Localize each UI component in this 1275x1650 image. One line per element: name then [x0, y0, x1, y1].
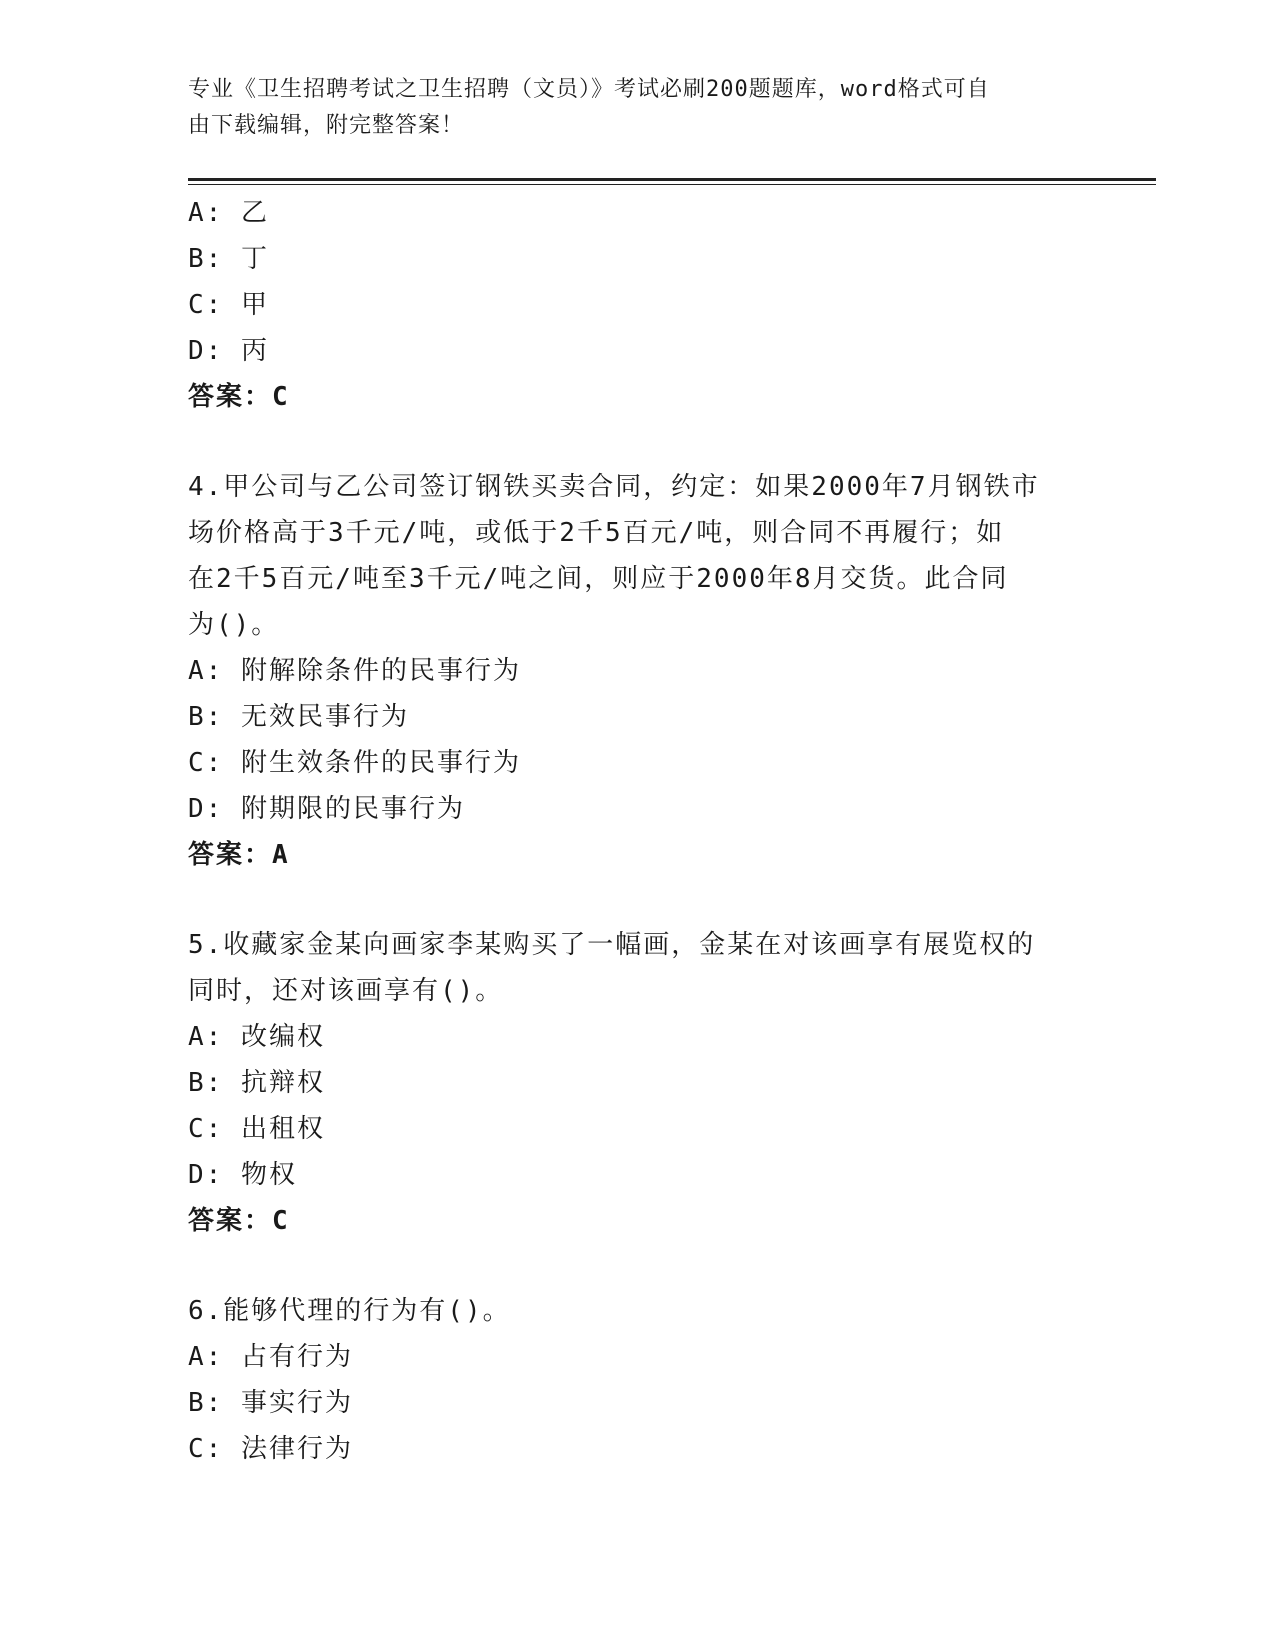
option-d: D: 丙: [188, 336, 269, 366]
answer-line: 答案：A: [188, 840, 290, 870]
option-b: B: 事实行为: [188, 1388, 353, 1418]
option-c: C: 法律行为: [188, 1434, 353, 1464]
option-c: C: 附生效条件的民事行为: [188, 748, 521, 778]
spacer: [188, 420, 1088, 464]
spacer: [188, 878, 1088, 922]
document-body: [188, 190, 1088, 1472]
question-3: [188, 190, 1088, 420]
option-a: A: 改编权: [188, 1022, 325, 1052]
question-4: [188, 464, 1088, 878]
option-b: B: 抗辩权: [188, 1068, 325, 1098]
question-5: [188, 922, 1088, 1244]
header-line-1: 专业《卫生招聘考试之卫生招聘（文员）》考试必刷200题题库，word格式可自: [188, 77, 990, 102]
option-a: A: 占有行为: [188, 1342, 353, 1372]
option-b: B: 无效民事行为: [188, 702, 409, 732]
answer-line: 答案：C: [188, 382, 290, 412]
question-text-line: 为()。: [188, 610, 280, 640]
header-rule-thick: [188, 178, 1156, 181]
header-line-2: 由下载编辑，附完整答案！: [188, 113, 465, 138]
option-b: B: 丁: [188, 244, 269, 274]
option-d: D: 物权: [188, 1160, 297, 1190]
option-a: A: 乙: [188, 198, 269, 228]
question-text-line: 同时，还对该画享有()。: [188, 976, 504, 1006]
header-rule-thin: [188, 184, 1156, 185]
spacer: [188, 1244, 1088, 1288]
question-text-line: 在2千5百元/吨至3千元/吨之间，则应于2000年8月交货。此合同: [188, 564, 1009, 594]
question-text-line: 场价格高于3千元/吨，或低于2千5百元/吨，则合同不再履行；如: [188, 518, 1005, 548]
option-c: C: 出租权: [188, 1114, 325, 1144]
question-text-line: 4.甲公司与乙公司签订钢铁买卖合同，约定：如果2000年7月钢铁市: [188, 472, 1040, 502]
question-6: [188, 1288, 1088, 1472]
document-header: [188, 72, 1088, 144]
option-d: D: 附期限的民事行为: [188, 794, 465, 824]
option-a: A: 附解除条件的民事行为: [188, 656, 521, 686]
option-c: C: 甲: [188, 290, 269, 320]
answer-line: 答案：C: [188, 1206, 290, 1236]
question-text-line: 6.能够代理的行为有()。: [188, 1296, 511, 1326]
question-text-line: 5.收藏家金某向画家李某购买了一幅画，金某在对该画享有展览权的: [188, 930, 1036, 960]
